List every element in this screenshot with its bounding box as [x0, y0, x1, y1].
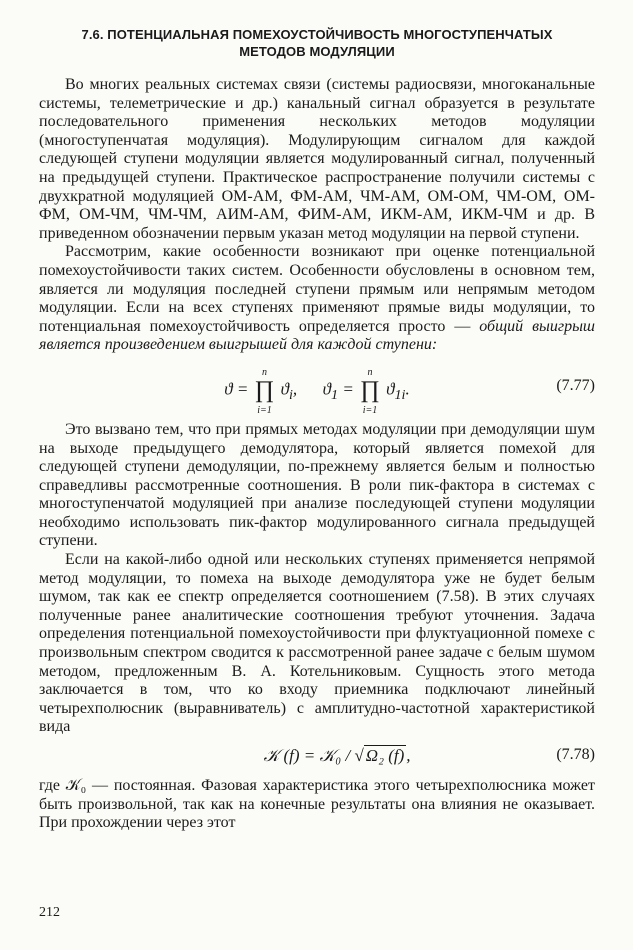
product-symbol-2 [360, 366, 380, 416]
formula-term-1: ϑ [280, 379, 289, 399]
formula-term-2-sub: 1i [394, 386, 406, 403]
formula-term-1-sub: i [288, 386, 293, 403]
product-symbol-1 [254, 366, 275, 416]
paragraph-4: Если на какой-либо одной или нескольких ступенях применяется непрямой метод модуляции, то помеха на выходе демодулятора уже не будет белым шумом, так как ее спектр определяется соотношением (7.58). В этих случаях полученные ранее аналитические соотношения требуют уточнения. Задача определения потенциальной помехоустойчивости при флуктуационной помехе с произвольным спектром сводится к рассмотренной ранее задаче с белым шумом методом, предложенным В. А. Котельниковым. Сущность этого метода заключается в том, что ко входу приемника подключают линейный четырехполюсник (выравниватель) с амплитудно-частотной характеристикой вида [39, 551, 595, 736]
heading-line-2: МЕТОДОВ МОДУЛЯЦИИ [239, 44, 395, 59]
formula-7-78-expression [39, 746, 595, 766]
formula-7-77-expression: ϑ = n ∏ i=1 $ϑ_i$, $ϑ_1$ = n ∏ i=1 $ϑ_{1i}$. [224, 366, 410, 416]
heading-line-1: 7.6. ПОТЕНЦИАЛЬНАЯ ПОМЕХОУСТОЙЧИВОСТЬ МНОГОСТУПЕНЧАТЫХ [81, 27, 553, 42]
formula-lhs-2: ϑ [322, 379, 332, 399]
formula-eq-2: = [342, 379, 354, 399]
equation-number-7-78: (7.78) [556, 746, 595, 763]
formula-7-77 [39, 355, 595, 421]
paragraph-2 [39, 243, 595, 355]
formula-2-end: , [406, 746, 411, 765]
product-sign-1: ∏ [254, 376, 275, 403]
section-heading [39, 26, 595, 60]
paragraph-2-text: Рассмотрим, какие особенности возникают при оценке потенциальной помехоустойчивости таких систем. Особенности обусловлены в основном тем, является ли модуляция последней ступени прямым или непрямым методом модуляции. Если на всех ступенях применяют прямые виды модуляции, то потенциальная помехоустойчивость определяется просто — [39, 243, 595, 335]
sqrt-sign: √ [354, 746, 364, 765]
formula-2-lhs: 𝒦 (f) = 𝒦₀ / [263, 746, 355, 765]
product-upper-2: n [367, 366, 373, 378]
product-sign-2: ∏ [360, 376, 380, 403]
formula-1-end: . [405, 379, 410, 399]
paragraph-3: Это вызвано тем, что при прямых методах модуляции при демодуляции шум на выходе предыдущего демодулятора, который является помехой для следующей ступени демодуляции, по-прежнему является белым и полностью справедливы рассмотренные соотношения. В роли пик-фактора в системах с многоступенчатой модуляцией при анализе последующей ступени модуляции необходимо использовать пик-фактор модулированного сигнала предыдущей ступени. [39, 420, 595, 550]
formula-term-2: ϑ [386, 379, 395, 399]
equation-number-7-77: (7.77) [556, 376, 595, 394]
paragraph-1: Во многих реальных системах связи (системы радиосвязи, многоканальные системы, телеметрические и др.) канальный сигнал образуется в результате последовательного применения нескольких методов модуляции (многоступенчатая модуляция). Модулирующим сигналом для каждой следующей ступени модуляции является модулированный сигнал, полученный на предыдущей ступени. Практическое распространение получили системы с двухкратной модуляцией ОМ-АМ, ФМ-АМ, ЧМ-АМ, ОМ-ОМ, ЧМ-ОМ, ОМ-ФМ, ОМ-ЧМ, ЧМ-ЧМ, АИМ-АМ, ФИМ-АМ, ИКМ-АМ, ИКМ-ЧМ и др. В приведенном обозначении первым указан метод модуляции на первой ступени. [39, 76, 595, 242]
paragraph-2-italic: общий выигрыш является произведением выигрышей для каждой ступени: [39, 317, 595, 354]
formula-lhs-2-sub: 1 [331, 386, 339, 403]
product-lower-2: i=1 [362, 404, 378, 416]
page-number: 212 [39, 905, 60, 920]
product-lower-1: i=1 [257, 404, 272, 416]
formula-7-78 [39, 737, 595, 777]
sqrt-radicand: Ω₂ (f) [365, 746, 405, 765]
product-upper-1: n [262, 366, 267, 378]
formula-lhs-1: ϑ = [224, 379, 249, 399]
paragraph-5: где 𝒦₀ — постоянная. Фазовая характеристика этого четырехполюсника может быть произвольной, так как на конечные результаты она влияния не оказывает. При прохождении через этот [39, 777, 595, 832]
